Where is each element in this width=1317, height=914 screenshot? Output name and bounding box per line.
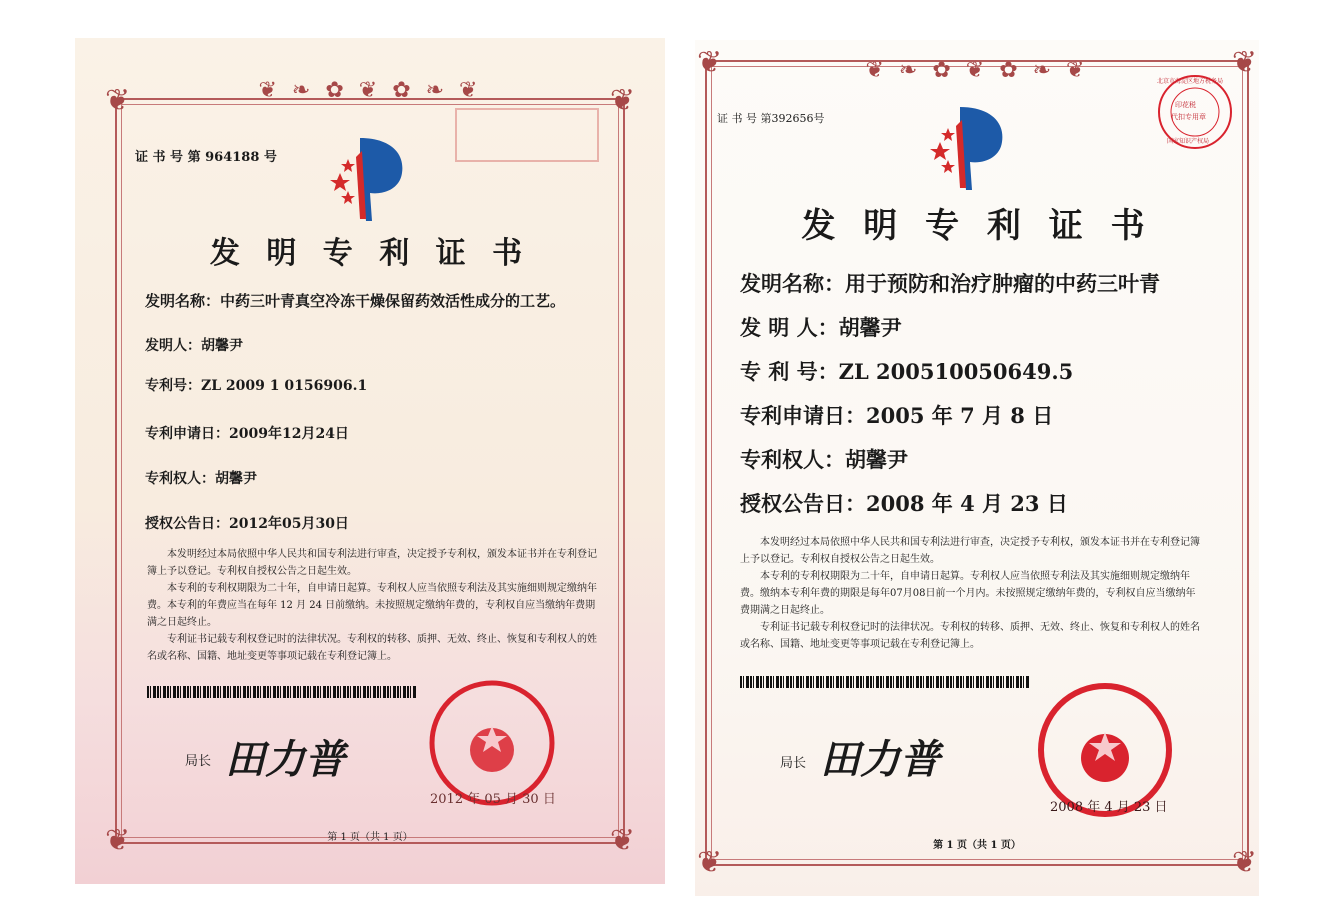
director-label: 局长 — [185, 754, 212, 769]
barcode — [740, 676, 1030, 688]
top-ornament: ❦ ❧ ✿ ❦ ✿ ❧ ❦ — [865, 58, 1089, 83]
invention-name: 发明名称：用于预防和治疗肿瘤的中药三叶青 — [740, 271, 1160, 296]
grant-date: 授权公告日：2008 年 4 月 23 日 — [740, 491, 1068, 516]
corner-ornament-icon: ❦ — [1231, 845, 1257, 880]
barcode — [147, 686, 417, 698]
page-number: 第 1 页（共 1 页） — [933, 840, 1021, 851]
tax-stamp-line: 国家知识产权局 — [1167, 138, 1210, 145]
certificate-title: 发 明 专 利 证 书 — [209, 236, 531, 271]
patentee: 专利权人：胡馨尹 — [145, 471, 257, 487]
corner-ornament-icon: ❦ — [697, 45, 723, 80]
corner-ornament-icon: ❦ — [697, 845, 723, 880]
faint-stamp — [455, 108, 599, 162]
sipo-logo-icon — [330, 133, 410, 223]
tax-stamp-line: 北京市海淀区地方税务局 — [1157, 78, 1224, 85]
certificate-body-text — [740, 534, 1205, 653]
grant-date: 授权公告日：2012年05月30日 — [145, 516, 349, 532]
certificate-number: 证 书 号 第392656号 — [717, 112, 825, 125]
inventor: 发 明 人：胡馨尹 — [740, 315, 902, 340]
certificate-title: 发 明 专 利 证 书 — [801, 206, 1153, 246]
sipo-logo-icon — [930, 102, 1010, 192]
director-signature: 田力普 — [225, 736, 345, 783]
corner-ornament-icon: ❦ — [609, 823, 635, 858]
corner-ornament-icon: ❦ — [105, 83, 131, 118]
certificate-right — [695, 40, 1259, 896]
body-paragraph: 专利证书记载专利权登记时的法律状况。专利权的转移、质押、无效、终止、恢复和专利权人的姓名或名称、国籍、地址变更等事项记载在专利登记簿上。 — [740, 622, 1200, 650]
seal-date: 2008 年 4 月 23 日 — [1050, 800, 1168, 815]
body-paragraph: 专利证书记载专利权登记时的法律状况。专利权的转移、质押、无效、终止、恢复和专利权人的姓名或名称、国籍、地址变更等事项记载在专利登记簿上。 — [147, 634, 597, 662]
certificate-left — [75, 38, 665, 884]
inventor: 发明人：胡馨尹 — [145, 338, 243, 354]
corner-ornament-icon: ❦ — [609, 83, 635, 118]
body-paragraph: 本发明经过本局依照中华人民共和国专利法进行审查，决定授予专利权，颁发本证书并在专利登记簿上予以登记。专利权自授权公告之日起生效。 — [740, 537, 1200, 565]
certificate-number: 证 书 号 第 964188 号 — [135, 150, 277, 165]
filing-date: 专利申请日：2005 年 7 月 8 日 — [740, 403, 1054, 428]
patentee: 专利权人：胡馨尹 — [740, 447, 908, 472]
corner-ornament-icon: ❦ — [1231, 45, 1257, 80]
certificate-body-text — [147, 546, 597, 665]
invention-name: 发明名称：中药三叶青真空冷冻干燥保留药效活性成分的工艺。 — [145, 292, 566, 310]
body-paragraph: 本发明经过本局依照中华人民共和国专利法进行审查，决定授予专利权，颁发本证书并在专利登记簿上予以登记。专利权自授权公告之日起生效。 — [147, 549, 597, 577]
patent-number: 专利号：ZL 2009 1 0156906.1 — [145, 378, 368, 394]
corner-ornament-icon: ❦ — [105, 823, 131, 858]
body-paragraph: 本专利的专利权期限为二十年，自申请日起算。专利权人应当依照专利法及其实施细则规定缴纳年费。缴纳本专利年费的期限是每年07月08日前一个月内。未按照规定缴纳年费的，专利权自应当缴纳年费期满之日起终止。 — [740, 571, 1196, 616]
director-signature: 田力普 — [820, 736, 940, 783]
patent-number: 专 利 号：ZL 200510050649.5 — [740, 359, 1074, 384]
filing-date: 专利申请日：2009年12月24日 — [145, 426, 349, 442]
tax-stamp-line: 印花税 — [1175, 101, 1196, 109]
tax-stamp-line: 代扣专用章 — [1171, 113, 1206, 121]
seal-date: 2012 年 05 月 30 日 — [430, 792, 556, 807]
director-label: 局长 — [780, 756, 807, 771]
body-paragraph: 本专利的专利权期限为二十年，自申请日起算。专利权人应当依照专利法及其实施细则规定缴纳年费。本专利的年费应当在每年 12 月 24 日前缴纳。未按照规定缴纳年费的，专利权自应当缴纳年费期满之日起终止。 — [147, 583, 597, 628]
page-number: 第 1 页（共 1 页） — [327, 832, 413, 843]
top-ornament: ❦ ❧ ✿ ❦ ✿ ❧ ❦ — [258, 78, 482, 103]
